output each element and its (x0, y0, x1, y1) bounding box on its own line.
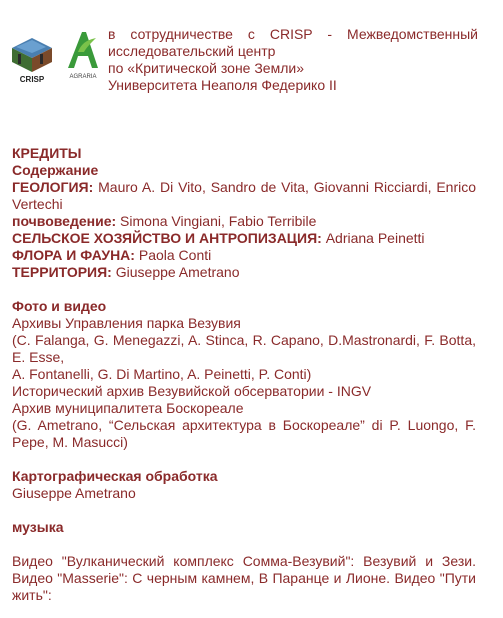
photo-line-2: (C. Falanga, G. Menegazzi, A. Stinca, R. Capano, D.Mastronardi, F. Botta, E. Esse, (12, 332, 476, 365)
photo-line-5: Архив муниципалитета Боскореале (12, 400, 244, 416)
cartography-heading: Картографическая обработка (12, 468, 218, 484)
agri-label: СЕЛЬСКОЕ ХОЗЯЙСТВО И АНТРОПИЗАЦИЯ: (12, 230, 322, 246)
header (6, 26, 496, 96)
crisp-logo-label: CRISP (19, 75, 45, 84)
intro-line-3: по «Критической зоне Земли» (108, 60, 304, 76)
intro-line-2: исследовательский центр (108, 43, 276, 59)
crisp-logo (6, 26, 58, 86)
geology-label: ГЕОЛОГИЯ: (12, 179, 94, 195)
soil-row (12, 213, 476, 230)
cartography-value: Giuseppe Ametrano (12, 485, 136, 501)
photo-line-4: Исторический архив Везувийской обсерватории - INGV (12, 383, 372, 399)
geology-row (12, 179, 476, 213)
photo-line-1: Архивы Управления парка Везувия (12, 315, 241, 331)
content-heading: Содержание (12, 162, 99, 178)
territory-label: ТЕРРИТОРИЯ: (12, 264, 112, 280)
credits-content (12, 145, 476, 604)
music-heading: музыка (12, 519, 64, 535)
soil-value: Simona Vingiani, Fabio Terribile (120, 213, 317, 229)
intro-line-4: Университета Неаполя Федерико II (108, 77, 337, 93)
territory-value: Giuseppe Ametrano (115, 264, 240, 280)
credits-title: КРЕДИТЫ (12, 145, 82, 161)
agri-row (12, 230, 476, 247)
photo-heading: Фото и видео (12, 298, 107, 314)
flora-row (12, 247, 476, 264)
music-text: Видео "Вулканический комплекс Сомма-Везувий": Везувий и Зези. Видео "Masserie": С черным камнем, В Паранце и Лионе. Видео "Пути жить": (12, 553, 476, 603)
soil-label: почвоведение: (12, 213, 117, 229)
intro-line-1: в сотрудничестве с CRISP - Межведомственный (108, 26, 478, 42)
photo-line-3: A. Fontanelli, G. Di Martino, A. Peinetti, P. Conti) (12, 366, 312, 382)
flora-label: ФЛОРА И ФАУНА: (12, 247, 135, 263)
territory-row (12, 264, 476, 281)
agraria-logo-label: AGRARIA (69, 74, 97, 80)
intro-text (108, 26, 478, 94)
photo-line-6: (G. Ametrano, “Сельская архитектура в Боскореале” di P. Luongo, F. Pepe, M. Masucci) (12, 417, 476, 450)
agri-value: Adriana Peinetti (325, 230, 425, 246)
geology-value: Mauro A. Di Vito, Sandro de Vita, Giovanni Ricciardi, Enrico Vertechi (12, 179, 477, 212)
agraria-logo (62, 28, 104, 86)
flora-value: Paola Conti (138, 247, 212, 263)
